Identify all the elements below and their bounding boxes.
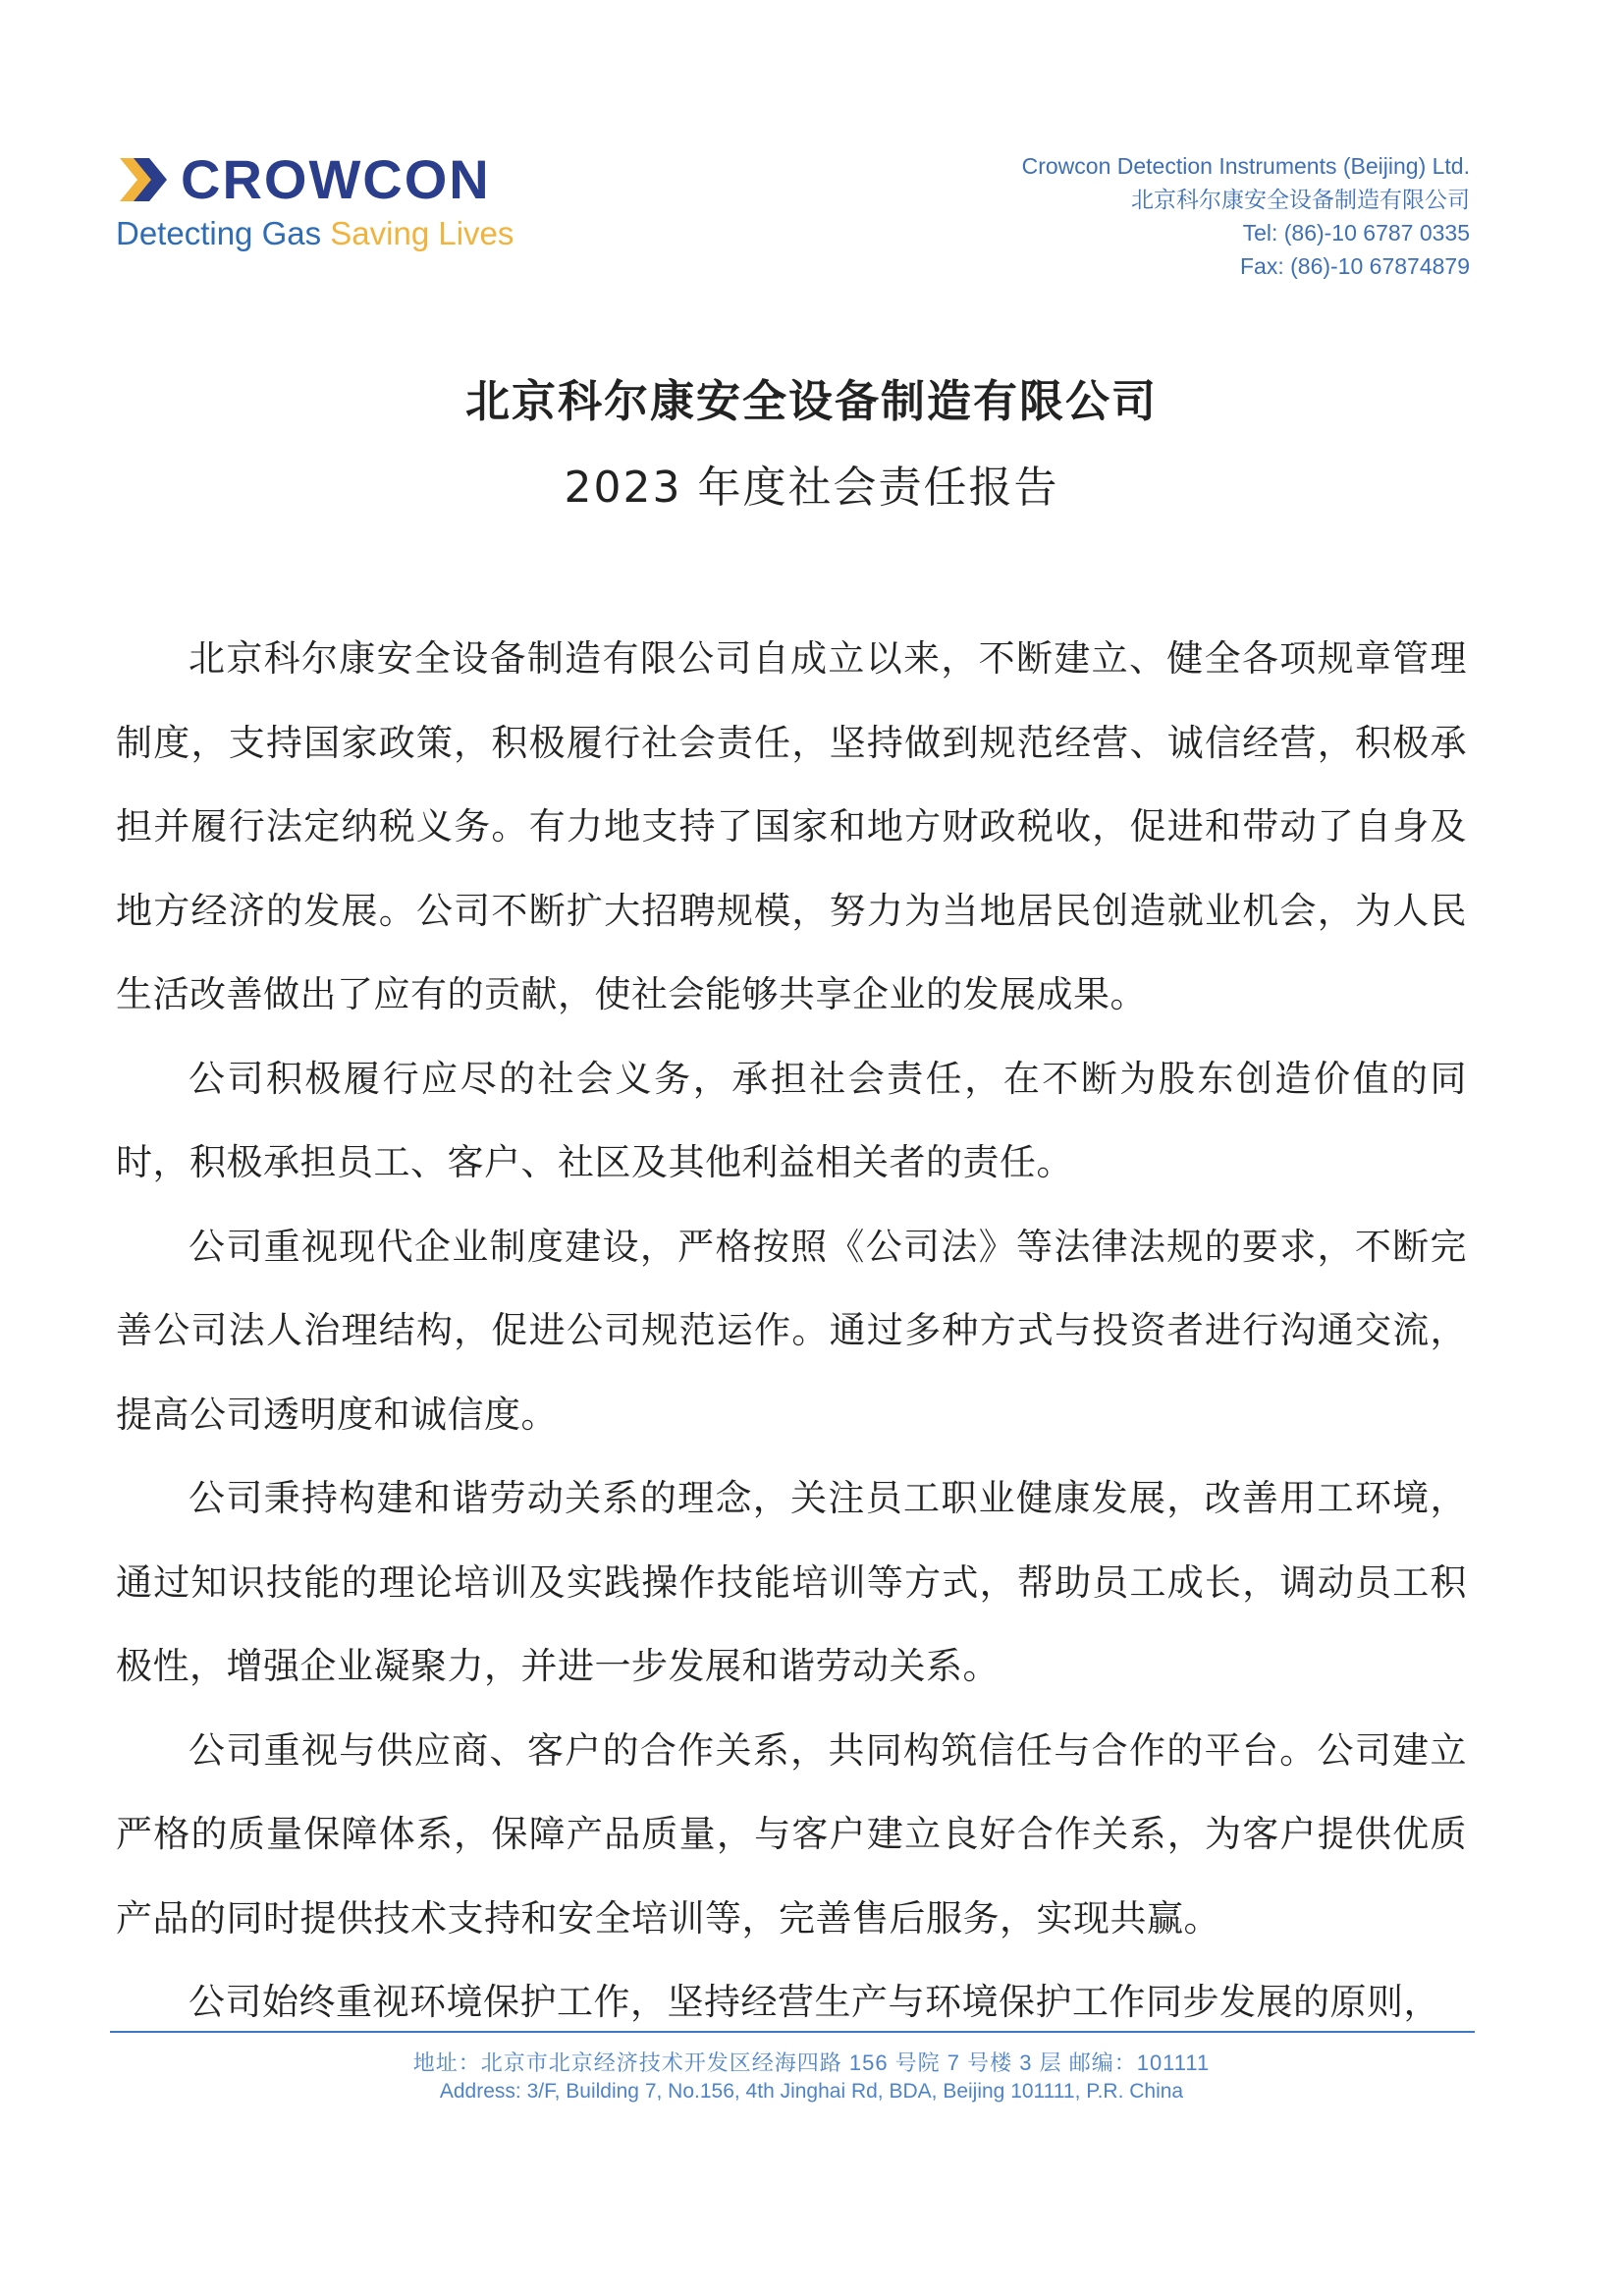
company-name-en: Crowcon Detection Instruments (Beijing) Ltd.: [1021, 153, 1470, 179]
company-name-cn: 北京科尔康安全设备制造有限公司: [1131, 187, 1470, 212]
body-paragraph-5: 公司重视与供应商、客户的合作关系，共同构筑信任与合作的平台。公司建立严格的质量保障体系，保障产品质量，与客户建立良好合作关系，为客户提供优质产品的同时提供技术支持和安全培训等，完善售后服务，实现共赢。: [116, 1728, 1467, 1940]
logo-brand-name: CROWCON: [181, 148, 491, 210]
document-body: [116, 617, 1467, 2045]
body-paragraph-6: 公司始终重视环境保护工作，坚持经营生产与环境保护工作同步发展的原则，: [189, 1981, 1440, 2023]
body-paragraph-3: 公司重视现代企业制度建设，严格按照《公司法》等法律法规的要求，不断完善公司法人治理结构，促进公司规范运作。通过多种方式与投资者进行沟通交流，提高公司透明度和诚信度。: [116, 1225, 1467, 1436]
logo-tagline-part1: Detecting Gas: [116, 215, 322, 251]
logo-tagline-part2: Saving Lives: [330, 215, 514, 251]
document-title: 北京科尔康安全设备制造有限公司: [464, 375, 1158, 427]
crowcon-chevron-icon: [116, 152, 171, 207]
body-paragraph-2: 公司积极履行应尽的社会义务，承担社会责任，在不断为股东创造价值的同时，积极承担员工、客户、社区及其他利益相关者的责任。: [116, 1057, 1467, 1183]
body-paragraph-1: 北京科尔康安全设备制造有限公司自成立以来，不断建立、健全各项规章管理制度，支持国家政策，积极履行社会责任，坚持做到规范经营、诚信经营，积极承担并履行法定纳税义务。有力地支持了国家和地方财政税收，促进和带动了自身及地方经济的发展。公司不断扩大招聘规模，努力为当地居民创造就业机会，为人民生活改善做出了应有的贡献，使社会能够共享企业的发展成果。: [116, 637, 1467, 1015]
footer-address-cn: 地址：北京市北京经济技术开发区经海四路 156 号院 7 号楼 3 层 邮编：101111: [412, 2050, 1211, 2075]
footer-divider: [110, 2031, 1475, 2033]
company-tel: Tel: (86)-10 6787 0335: [1242, 220, 1470, 246]
company-contact-block: [1022, 149, 1470, 283]
footer-address-en: Address: 3/F, Building 7, No.156, 4th Jinghai Rd, BDA, Beijing 101111, P.R. China: [439, 2080, 1184, 2103]
company-fax: Fax: (86)-10 67874879: [1240, 253, 1470, 279]
logo-tagline: [116, 214, 568, 253]
document-subtitle: 2023 年度社会责任报告: [564, 463, 1059, 513]
company-logo: [116, 147, 568, 255]
body-paragraph-4: 公司秉持构建和谐劳动关系的理念，关注员工职业健康发展，改善用工环境，通过知识技能的理论培训及实践操作技能培训等方式，帮助员工成长，调动员工积极性，增强企业凝聚力，并进一步发展和谐劳动关系。: [116, 1477, 1467, 1687]
logo-row: [116, 147, 568, 212]
